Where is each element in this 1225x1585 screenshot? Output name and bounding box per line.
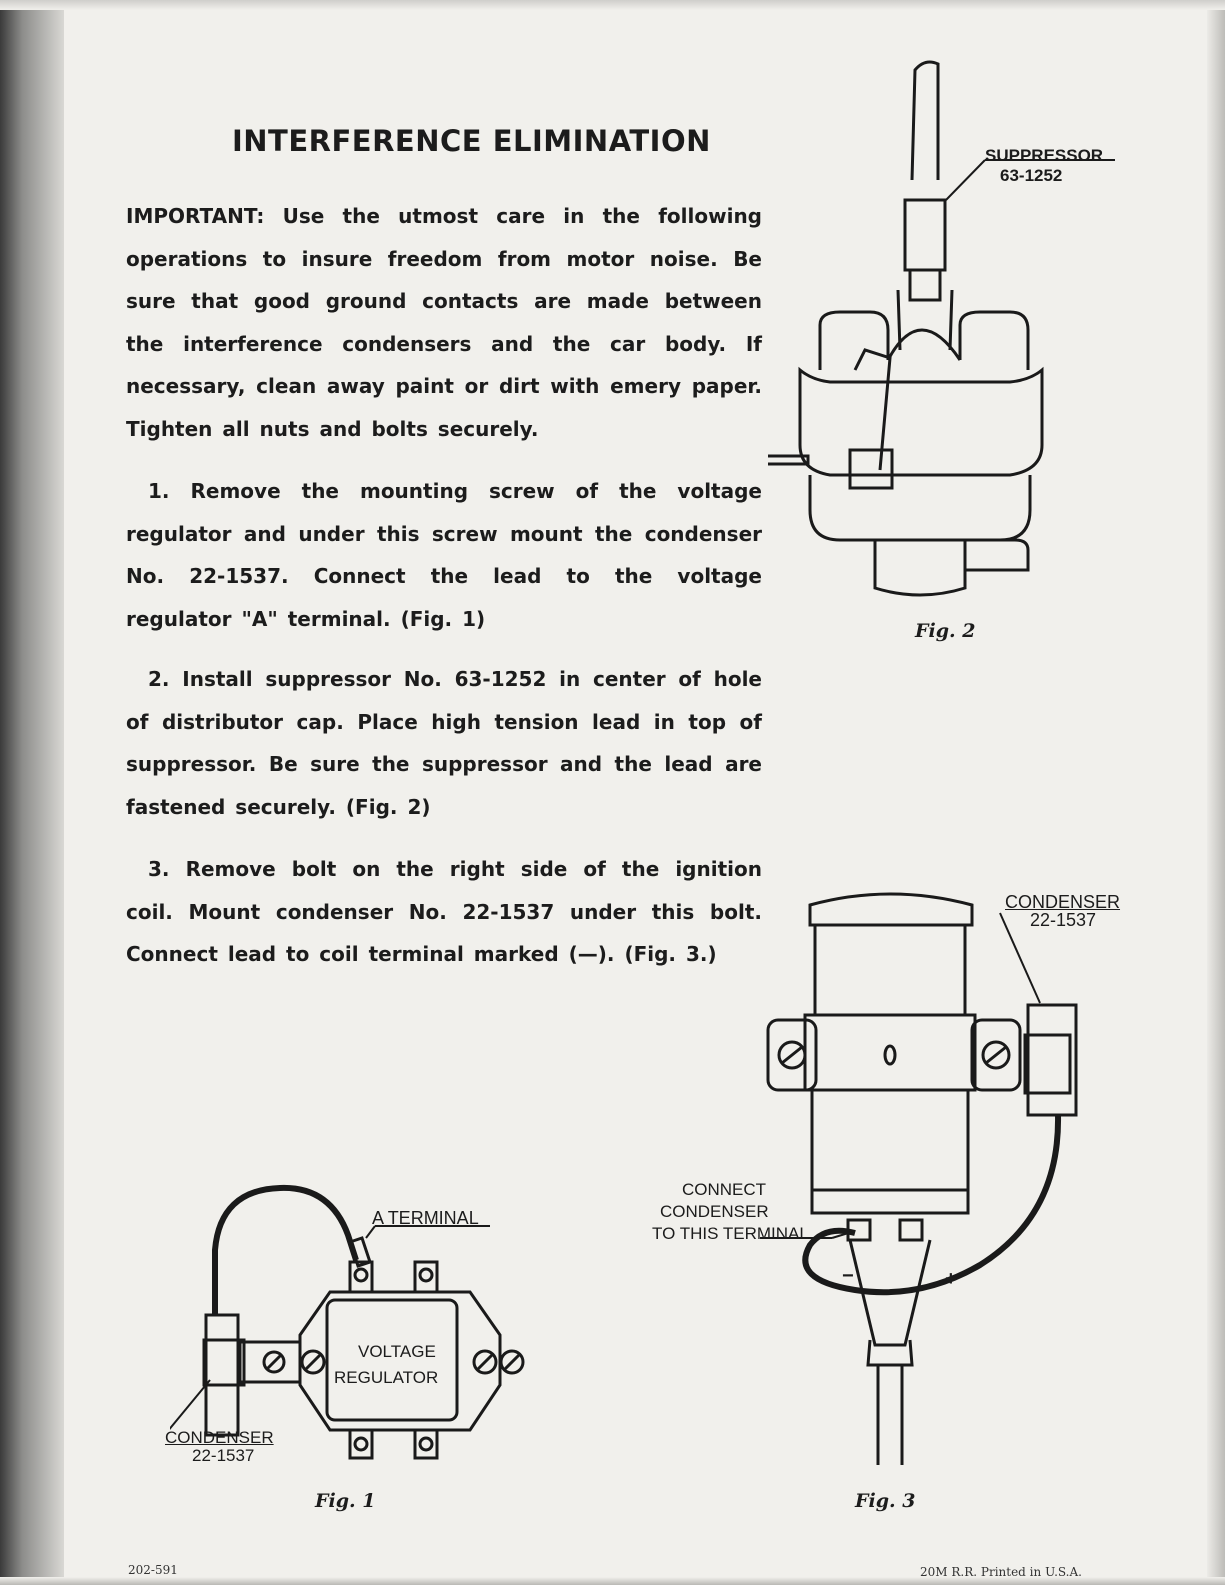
step-2-text: 2. Install suppressor No. 63-1252 in center of hole of distributor cap. Place high tension lead in top of suppressor. Be sure the suppressor and the lead are fastened securely. (Fig. 2) — [126, 667, 762, 819]
page-shadow-top — [0, 0, 1225, 10]
fig1-regulator-line1: VOLTAGE — [358, 1342, 436, 1361]
fig3-ignition-coil-drawing — [760, 885, 1120, 1485]
fig3-condenser-number: 22-1537 — [1030, 910, 1097, 930]
fig3-connect-line3: TO THIS TERMINAL — [652, 1224, 809, 1243]
fig3-minus-sign: − — [842, 1265, 854, 1287]
fig1-regulator-line2: REGULATOR — [334, 1368, 439, 1387]
fig3-connect-line1: CONNECT — [682, 1180, 767, 1199]
step-3-text: 3. Remove bolt on the right side of the ignition coil. Mount condenser No. 22-1537 under this bolt. Connect lead to coil terminal marked (—). (Fig. 3.) — [126, 857, 762, 966]
footer-form-number: 202-591 — [128, 1563, 178, 1577]
step-2 — [126, 658, 762, 828]
footer-print-info: 20M R.R. Printed in U.S.A. — [920, 1565, 1082, 1579]
fig1-caption: Fig. 1 — [315, 1490, 376, 1512]
page-title: INTERFERENCE ELIMINATION — [232, 124, 711, 158]
step-1 — [126, 470, 762, 640]
page-shadow-left — [0, 0, 64, 1585]
fig3-plus-sign: + — [945, 1268, 957, 1290]
fig3-condenser-label: CONDENSER — [1005, 892, 1121, 912]
step-1-text: 1. Remove the mounting screw of the voltage regulator and under this screw mount the condenser No. 22-1537. Connect the lead to the voltage regulator "A" terminal. (Fig. 1) — [126, 479, 762, 631]
fig3-connect-line2: CONDENSER — [660, 1202, 769, 1221]
fig1-condenser-number: 22-1537 — [192, 1446, 255, 1465]
fig2-suppressor-number: 63-1252 — [1000, 166, 1063, 185]
fig2-caption: Fig. 2 — [915, 620, 976, 642]
fig1-condenser-label: CONDENSER — [165, 1428, 274, 1447]
page-shadow-right — [1207, 0, 1225, 1585]
fig2-distributor-drawing — [760, 50, 1140, 620]
fig3-caption: Fig. 3 — [855, 1490, 916, 1512]
step-3 — [126, 848, 762, 976]
fig2-suppressor-label: SUPPRESSOR — [985, 146, 1104, 165]
important-paragraph: IMPORTANT: Use the utmost care in the following operations to insure freedom from motor noise. Be sure that good ground contacts are made between the interference condensers and the car body. If necessary, clean away paint or dirt with emery paper. Tighten all nuts and bolts securely. — [126, 204, 762, 441]
fig1-a-terminal-label: A TERMINAL — [372, 1208, 479, 1228]
